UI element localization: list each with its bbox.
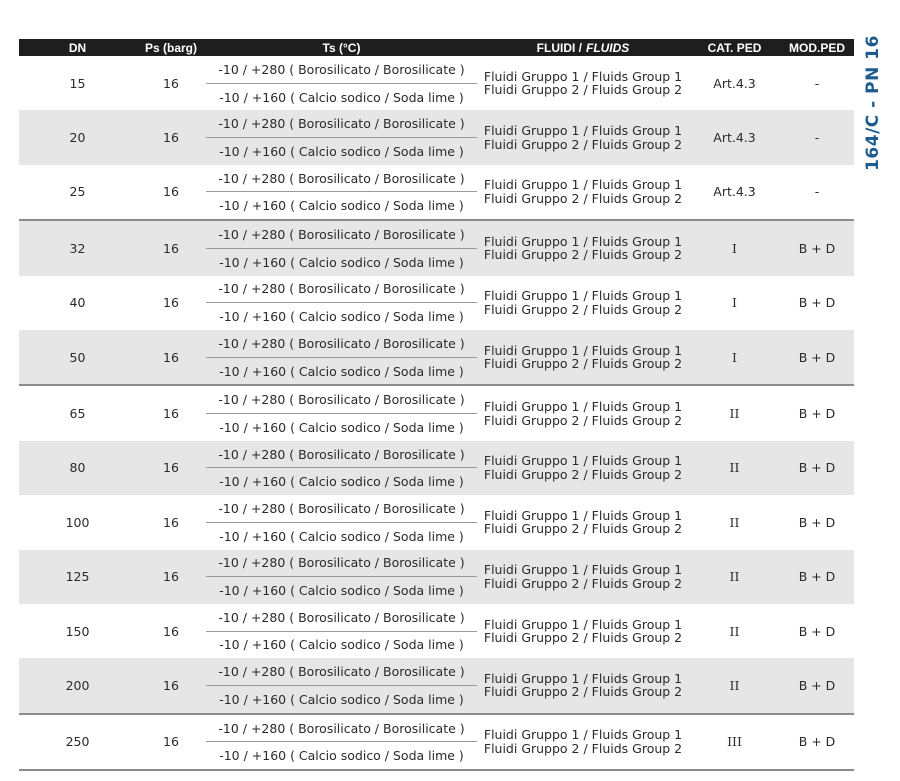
cell-ts-soda-lime: -10 / +160 ( Calcio sodico / Soda lime ) [219,748,464,764]
header-ts: Ts (°C) [322,40,361,55]
cell-ps: 16 [163,514,179,530]
cell-fluids-group-2: Fluidi Gruppo 2 / Fluids Group 2 [483,82,683,98]
table-row [19,604,854,658]
cell-ts-soda-lime: -10 / +160 ( Calcio sodico / Soda lime ) [219,637,464,653]
cell-ps: 16 [163,130,179,146]
cell-ps: 16 [163,295,179,311]
table-row [19,441,854,495]
table-row [19,658,854,712]
cell-ps: 16 [163,569,179,585]
cell-fluids-group-1: Fluidi Gruppo 1 / Fluids Group 1 [483,453,683,469]
cell-ps: 16 [163,240,179,256]
cell-dn: 200 [65,677,90,693]
cell-cat-ped: Art.4.3 [713,130,756,146]
cell-dn: 125 [65,569,90,585]
cell-cat-ped: II [729,514,740,530]
cell-ts-borosilicate: -10 / +280 ( Borosilicato / Borosilicate ) [206,715,477,743]
header-fluids-it: FLUIDI / [536,40,582,55]
cell-ts-borosilicate: -10 / +280 ( Borosilicato / Borosilicate ) [206,495,477,523]
cell-ps: 16 [163,623,179,639]
table-row [19,56,854,110]
cell-mod-ped: B + D [798,295,836,311]
cell-fluids [477,110,689,164]
cell-dn: 40 [69,295,86,311]
cell-ts [206,495,477,549]
cell-ts [206,386,477,440]
header-cat-ped: CAT. PED [707,40,762,55]
cell-mod-ped: B + D [798,406,836,422]
cell-ts-soda-lime: -10 / +160 ( Calcio sodico / Soda lime ) [219,474,464,490]
cell-ts-soda-lime: -10 / +160 ( Calcio sodico / Soda lime ) [219,89,464,105]
cell-fluids [477,441,689,495]
cell-dn: 50 [69,349,86,365]
cell-dn: 65 [69,406,86,422]
cell-ts [206,165,477,219]
cell-fluids-group-1: Fluidi Gruppo 1 / Fluids Group 1 [483,562,683,578]
cell-cat-ped: II [729,569,740,585]
cell-ts-borosilicate: -10 / +280 ( Borosilicato / Borosilicate ) [206,276,477,304]
table-row [19,330,854,384]
cell-ts-borosilicate: -10 / +280 ( Borosilicato / Borosilicate ) [206,386,477,414]
cell-ts-soda-lime: -10 / +160 ( Calcio sodico / Soda lime ) [219,419,464,435]
cell-fluids [477,165,689,219]
cell-ts-borosilicate: -10 / +280 ( Borosilicato / Borosilicate ) [206,165,477,193]
cell-dn: 100 [65,514,90,530]
cell-ts-soda-lime: -10 / +160 ( Calcio sodico / Soda lime ) [219,691,464,707]
cell-mod-ped: B + D [798,734,836,750]
cell-fluids [477,276,689,330]
cell-cat-ped: I [732,240,737,256]
cell-ts-borosilicate: -10 / +280 ( Borosilicato / Borosilicate ) [206,658,477,686]
cell-dn: 150 [65,623,90,639]
cell-mod-ped: B + D [798,240,836,256]
cell-mod-ped: B + D [798,677,836,693]
cell-ts [206,56,477,110]
cell-cat-ped: II [729,406,740,422]
cell-dn: 20 [69,130,86,146]
cell-ts-soda-lime: -10 / +160 ( Calcio sodico / Soda lime ) [219,528,464,544]
cell-ts-borosilicate: -10 / +280 ( Borosilicato / Borosilicate ) [206,550,477,578]
header-mod-ped: MOD.PED [788,40,845,55]
cell-ps: 16 [163,349,179,365]
cell-ps: 16 [163,406,179,422]
cell-fluids-group-1: Fluidi Gruppo 1 / Fluids Group 1 [483,616,683,632]
cell-mod-ped: B + D [798,623,836,639]
cell-fluids [477,386,689,440]
cell-fluids-group-2: Fluidi Gruppo 2 / Fluids Group 2 [483,521,683,537]
cell-ts-borosilicate: -10 / +280 ( Borosilicato / Borosilicate ) [206,604,477,632]
cell-fluids [477,715,689,769]
cell-ts [206,658,477,712]
table-row [19,165,854,219]
cell-fluids-group-1: Fluidi Gruppo 1 / Fluids Group 1 [483,233,683,249]
cell-dn: 25 [69,184,86,200]
cell-fluids-group-2: Fluidi Gruppo 2 / Fluids Group 2 [483,190,683,206]
cell-dn: 15 [69,75,86,91]
cell-dn: 250 [65,734,90,750]
cell-fluids-group-2: Fluidi Gruppo 2 / Fluids Group 2 [483,356,683,372]
cell-ps: 16 [163,184,179,200]
cell-cat-ped: I [732,295,737,311]
cell-mod-ped: - [814,130,820,146]
header-fluids [477,39,689,56]
table-row [19,713,854,769]
cell-dn: 32 [69,240,86,256]
cell-mod-ped: - [814,184,820,200]
cell-ts-borosilicate: -10 / +280 ( Borosilicato / Borosilicate ) [206,110,477,138]
cell-mod-ped: B + D [798,514,836,530]
side-label-text: 164/C - PN 16 [863,34,884,171]
cell-mod-ped: - [814,75,820,91]
header-ps: Ps (barg) [144,40,197,55]
cell-ts [206,110,477,164]
cell-ts-borosilicate: -10 / +280 ( Borosilicato / Borosilicate ) [206,441,477,469]
cell-ts [206,715,477,769]
table-row [19,384,854,440]
cell-cat-ped: Art.4.3 [713,184,756,200]
cell-mod-ped: B + D [798,349,836,365]
cell-fluids [477,221,689,275]
table-row [19,495,854,549]
cell-ts-soda-lime: -10 / +160 ( Calcio sodico / Soda lime ) [219,143,464,159]
cell-fluids-group-2: Fluidi Gruppo 2 / Fluids Group 2 [483,412,683,428]
cell-cat-ped: III [727,734,742,750]
cell-fluids-group-1: Fluidi Gruppo 1 / Fluids Group 1 [483,670,683,686]
cell-fluids-group-2: Fluidi Gruppo 2 / Fluids Group 2 [483,575,683,591]
cell-fluids-group-1: Fluidi Gruppo 1 / Fluids Group 1 [483,123,683,139]
cell-ts-borosilicate: -10 / +280 ( Borosilicato / Borosilicate ) [206,330,477,358]
cell-fluids-group-2: Fluidi Gruppo 2 / Fluids Group 2 [483,136,683,152]
cell-ts [206,550,477,604]
table-row [19,219,854,275]
cell-cat-ped: Art.4.3 [713,75,756,91]
table-row [19,110,854,164]
cell-dn: 80 [69,460,86,476]
cell-fluids-group-2: Fluidi Gruppo 2 / Fluids Group 2 [483,684,683,700]
cell-fluids-group-1: Fluidi Gruppo 1 / Fluids Group 1 [483,342,683,358]
cell-fluids-group-2: Fluidi Gruppo 2 / Fluids Group 2 [483,466,683,482]
cell-fluids-group-1: Fluidi Gruppo 1 / Fluids Group 1 [483,507,683,523]
ped-spec-table [19,39,854,771]
table-bottom-rule [19,769,854,771]
cell-mod-ped: B + D [798,569,836,585]
cell-ts [206,441,477,495]
table-row [19,276,854,330]
cell-ts-soda-lime: -10 / +160 ( Calcio sodico / Soda lime ) [219,363,464,379]
cell-cat-ped: II [729,623,740,639]
cell-ts-soda-lime: -10 / +160 ( Calcio sodico / Soda lime ) [219,583,464,599]
cell-ts-soda-lime: -10 / +160 ( Calcio sodico / Soda lime ) [219,254,464,270]
cell-ts [206,221,477,275]
cell-fluids [477,56,689,110]
cell-ps: 16 [163,734,179,750]
cell-fluids-group-2: Fluidi Gruppo 2 / Fluids Group 2 [483,301,683,317]
cell-fluids-group-2: Fluidi Gruppo 2 / Fluids Group 2 [483,740,683,756]
cell-ps: 16 [163,460,179,476]
cell-ps: 16 [163,75,179,91]
cell-ts-borosilicate: -10 / +280 ( Borosilicato / Borosilicate ) [206,56,477,84]
cell-fluids [477,604,689,658]
cell-fluids-group-1: Fluidi Gruppo 1 / Fluids Group 1 [483,288,683,304]
cell-ts-soda-lime: -10 / +160 ( Calcio sodico / Soda lime ) [219,309,464,325]
cell-ts [206,276,477,330]
cell-fluids [477,550,689,604]
table-header [19,39,854,56]
cell-mod-ped: B + D [798,460,836,476]
table-body [19,56,854,769]
cell-cat-ped: II [729,460,740,476]
cell-fluids-group-1: Fluidi Gruppo 1 / Fluids Group 1 [483,399,683,415]
cell-ps: 16 [163,677,179,693]
table-row [19,550,854,604]
cell-ts [206,330,477,384]
cell-fluids [477,495,689,549]
cell-fluids-group-1: Fluidi Gruppo 1 / Fluids Group 1 [483,68,683,84]
cell-fluids-group-2: Fluidi Gruppo 2 / Fluids Group 2 [483,247,683,263]
cell-fluids-group-1: Fluidi Gruppo 1 / Fluids Group 1 [483,727,683,743]
cell-ts-borosilicate: -10 / +280 ( Borosilicato / Borosilicate ) [206,221,477,249]
header-dn: DN [68,40,87,55]
cell-fluids-group-1: Fluidi Gruppo 1 / Fluids Group 1 [483,177,683,193]
cell-ts-soda-lime: -10 / +160 ( Calcio sodico / Soda lime ) [219,198,464,214]
side-label [862,34,884,171]
cell-fluids [477,330,689,384]
cell-ts [206,604,477,658]
cell-cat-ped: I [732,349,737,365]
cell-cat-ped: II [729,677,740,693]
header-fluids-en: FLUIDS [585,40,630,55]
cell-fluids-group-2: Fluidi Gruppo 2 / Fluids Group 2 [483,630,683,646]
cell-fluids [477,658,689,712]
